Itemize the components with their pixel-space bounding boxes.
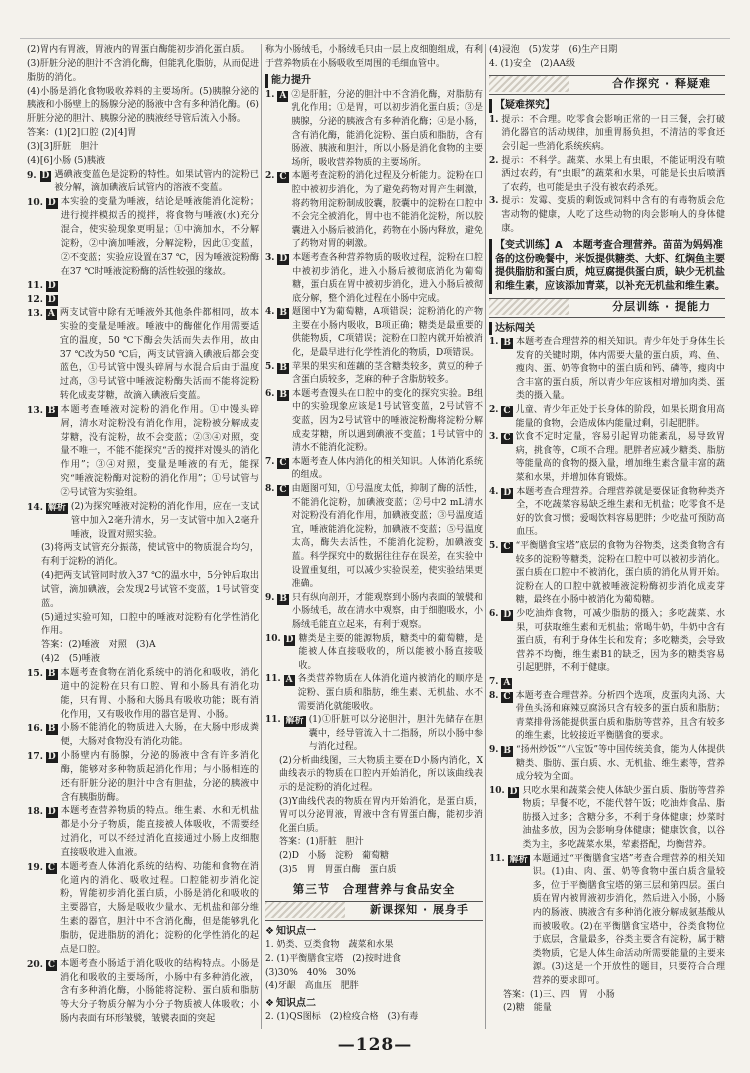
paragraph: 2. (1)QS图标 (2)检疫合格 (3)有毒 [265, 1012, 419, 1023]
item-number: 7. [265, 456, 275, 467]
paragraph: 1. 奶类、豆类食物 蔬菜和水果 [265, 940, 394, 951]
answer-letter: C [503, 406, 511, 417]
paragraph: (4)小肠是消化食物吸收养料的主要场所。(5)胰腺分泌的胰液和小肠壁上的肠腺分泌的肠液中含有多种消化酶。(6)肝脏分泌的胆汁、胰腺分泌的胰液经导管后流入小肠。 [27, 86, 259, 125]
answer-letter: C [503, 691, 511, 702]
answer-letter: B [279, 362, 288, 373]
answer-letter: 解析 [285, 716, 304, 727]
answer-item [489, 744, 725, 785]
answer-letter: C [47, 862, 56, 873]
answer-item [265, 592, 483, 633]
answer-letter: C [279, 172, 287, 183]
item-explanation: 本题考查唾液对淀粉的消化作用。①中馒头碎屑，清水对淀粉没有消化作用，淀粉被分解成麦芽糖，没有淀粉，故不会变蓝；②③④对照，变量不唯一，不能不能探究“舌的搅拌对馒头的消化作用”；③④对照，变量是唾液的有无，能探究“唾液淀粉酶对淀粉的消化作用”；①号试管与②号试管为实验组。 [60, 404, 259, 498]
answer-letter: D [503, 487, 512, 498]
answer-item [27, 805, 259, 860]
column-left [27, 44, 259, 1027]
answer-item [489, 486, 725, 540]
answer-letter: B [47, 668, 56, 679]
paragraph: 答案：(1)[2]口腔 (2)[4]胃 [27, 128, 137, 139]
item-number: 11. [489, 853, 505, 864]
section-band [489, 75, 725, 95]
answer-item [27, 307, 259, 404]
answer-item [489, 336, 725, 404]
answer-item [27, 861, 259, 958]
item-explanation: 本题考查合理营养。分析四个选项，皮蛋肉丸汤、大骨鱼头汤和麻辣豆腐汤只含有较多的蛋白质和脂肪；青菜排骨汤能提供蛋白质和脂肪等营养，且含有较多的维生素，比较接近平衡膳食的要求。 [515, 690, 725, 742]
answer-letter: B [47, 724, 56, 735]
item-number: 3. [489, 432, 499, 443]
item-explanation: 糖类是主要的能源物质，糖类中的葡萄糖，是能被人体直接吸收的，所以能被小肠直接吸收。 [298, 633, 483, 671]
paragraph: (3)5 胃 胃蛋白酶 蛋白质 [279, 864, 397, 875]
item-number: 18. [27, 806, 43, 818]
band-title: 新课探知 · 展身手 [370, 902, 469, 916]
answer-letter: B [503, 338, 512, 349]
answer-letter: B [279, 593, 288, 604]
answer-letter: D [41, 170, 50, 181]
section-title: 第三节 合理营养与食品安全 [292, 882, 456, 897]
band-hatch [489, 299, 569, 315]
diamond-icon: ❖ [265, 925, 274, 937]
answer-item [489, 114, 725, 155]
item-number: 9. [27, 169, 37, 181]
item-explanation: 本题考查人体内消化的相关知识。人体消化系统的组成。 [291, 456, 483, 481]
answer-item [27, 293, 259, 307]
answer-item [27, 196, 259, 279]
answer-item [489, 690, 725, 744]
item-explanation: ②是肝脏，分泌的胆汁中不含消化酶，对脂肪有乳化作用；①是胃，可以初步消化蛋白质；③是胰腺，分泌的胰液含有多种消化酶；④是小肠，含有消化酶，能消化淀粉、蛋白质和脂肪，含有肠液、胰液和胆汁，所以小肠是消化食物的主要场所，吸收营养物质的主要场所。 [291, 89, 483, 168]
item-number: 11. [265, 715, 281, 726]
item-number: 7. [489, 676, 499, 687]
item-number: 10. [265, 633, 281, 644]
item-number: 2. [489, 155, 499, 166]
item-explanation: 少吃油炸食物，可减少脂肪的摄入；多吃蔬菜、水果，可获取维生素和无机盐；常喝牛奶，牛奶中含有蛋白质，有利于身体生长和发育；多吃糖类，会导致营养不均衡，维生素B1的缺乏，因为多的糖类容易引起肥胖，不利于健康。 [516, 608, 725, 674]
answer-item [265, 89, 483, 171]
answer-letter: D [279, 253, 288, 264]
answer-item [265, 361, 483, 388]
answer-letter: B [503, 745, 512, 756]
paragraph: 4. (1)安全 (2)AA级 [489, 58, 575, 69]
answer-letter: D [509, 786, 518, 797]
answer-letter: A [503, 677, 511, 688]
column-divider-left [261, 44, 262, 1029]
item-explanation: 儿童、青少年正处于长身体的阶段，如果长期食用高能量的食物，会造成体内能量过剩，引起肥胖。 [515, 405, 725, 429]
answer-item [265, 673, 483, 714]
item-number: 2. [489, 405, 499, 416]
subsection-tag: 【变式训练】A 本题考查合理营养。苗苗为妈妈准备的这份晚餐中，米饭提供糖类、大虾、红焖鱼主要提供脂肪和蛋白质，炖豆腐提供蛋白质，缺少无机盐和维生素，应该添加青菜，以补充无机盐和维生素。 [489, 239, 725, 293]
item-number: 4. [265, 307, 275, 318]
item-explanation: 两支试管中除有无唾液外其他条件都相同，故本实验的变量是唾液。唾液中的酶催化作用需要适宜的温度，50 ℃下酶会失活而失去作用，故由37 ℃改为50 ℃后，两支试管滴入碘液后都会变蓝色，①号试管中馒头碎屑与水混合后由于温度过高，③号试管中唾液淀粉酶失活而不能将淀粉转化成麦芽糖，故滴入碘液后变蓝。 [59, 308, 259, 402]
answer-item [27, 958, 259, 1027]
item-explanation: 小肠壁内有肠腺，分泌的肠液中含有许多消化酶，能够对多种物质起消化作用；与小肠相连的还有肝脏分泌的胆汁中含有胆盐，分泌的胰液中含有胰脂肪酶。 [60, 751, 259, 803]
item-number: 17. [27, 751, 43, 763]
answer-letter: C [47, 959, 56, 970]
paragraph: (4)2 (5)唾液 [41, 654, 101, 665]
item-number: 9. [489, 744, 499, 755]
paragraph: (2)D 小肠 淀粉 葡萄糖 [279, 851, 389, 862]
answer-item [265, 306, 483, 360]
item-number: 1. [489, 114, 499, 125]
answer-item [489, 608, 725, 676]
item-explanation: 本实验的变量为唾液，结论是唾液能消化淀粉；进行搅拌模拟舌的搅拌，将食物与唾液(水)充分混合，使实验现象更明显；①中滴加水，不分解淀粉，②中滴加唾液，分解淀粉，因此①变蓝，②不变蓝；实验应设置在37 ℃，因为唾液淀粉酶在37 ℃时唾液淀粉酶的活性较强的缘故。 [60, 197, 259, 277]
item-explanation: 由题图可知，①号温度太低，抑制了酶的活性，不能消化淀粉，加碘液变蓝；②号中2 mL清水对淀粉没有消化作用，加碘液变蓝；③号温度适宜，唾液能消化淀粉，加碘液不变蓝；⑤号温度太高，酶失去活性，不能消化淀粉，加碘液变蓝。科学探究中的数据往往存在误差，在实验中设置重复组，可以减少实验误差，使实验结果更准确。 [291, 484, 483, 590]
item-number: 20. [27, 958, 43, 970]
paragraph: 2. (1)平衡膳食宝塔 (2)按时进食 [265, 954, 401, 964]
answer-item [265, 633, 483, 674]
answer-item [489, 785, 725, 853]
item-explanation: 提示：不科学。蔬菜、水果上有虫眼，不能证明没有喷洒过农药，有“虫眼”的蔬菜和水果，可能是长虫后喷洒了农药，也可能是虫子没有被农药杀死。 [501, 155, 725, 193]
item-number: 9. [265, 592, 275, 603]
item-number: 5. [489, 541, 499, 551]
subsection-tag: 达标闯关 [489, 322, 725, 336]
paragraph: (2)分析曲线图，三大物质主要在D小肠内消化，X曲线表示的物质在口腔内开始消化，所以该曲线表示的是淀粉的消化过程。 [279, 755, 483, 794]
column-right [489, 44, 725, 1016]
paragraph: 答案：(2)唾液 对照 (3)A [41, 640, 156, 651]
paragraph: (4)把两支试管同时放入37 ℃的温水中，5分钟后取出试管，滴加碘液，会发现2号试管不变蓝，1号试管变蓝。 [41, 571, 259, 609]
item-number: 15. [27, 667, 43, 679]
answer-letter: C [503, 433, 511, 444]
answer-item [27, 667, 259, 722]
answer-letter: D [47, 807, 56, 818]
answer-item [265, 170, 483, 252]
band-hatch [489, 76, 569, 92]
knowledge-point-label: 知识点一 [275, 925, 316, 937]
answer-item [265, 252, 483, 306]
item-explanation: 本题考查营养物质的特点。维生素、水和无机盐都是小分子物质，能直接被人体吸收，不需要经过消化，可以不经过消化直接通过小肠上皮细胞直接吸收进入血液。 [60, 806, 259, 858]
item-number: 8. [489, 690, 499, 701]
answer-item [489, 853, 725, 989]
answer-item [27, 279, 259, 293]
paragraph: 称为小肠绒毛，小肠绒毛只由一层上皮细胞组成，有利于营养物质在小肠吸收至周围的毛细血管中。 [265, 45, 483, 69]
item-explanation: (2)为探究唾液对淀粉的消化作用，应在一支试管中加入2毫升清水，另一支试管中加入2毫升唾液，设置对照实验。 [70, 501, 259, 540]
item-explanation: (1)①肝脏可以分泌胆汁，胆汁先储存在胆囊中，经导管流入十二指肠，所以小肠中参与消化过程。 [308, 715, 483, 753]
answer-item [27, 501, 259, 543]
paragraph: (2)胃内有胃液，胃液内的胃蛋白酶能初步消化蛋白质。 [27, 45, 250, 55]
knowledge-point-label: 知识点二 [275, 997, 316, 1009]
section-band [265, 901, 483, 921]
answer-item [27, 404, 259, 501]
answer-item [489, 431, 725, 485]
item-explanation: 本题考查人体消化系统的结构、功能和食物在消化道内的消化、吸收过程。口腔能初步消化淀粉，胃能初步消化蛋白质，小肠是消化和吸收的主要器官，大肠是吸收少量水、无机盐和部分维生素的器官，胆汁中不含消化酶，但是能够乳化脂肪，促进脂肪的消化；淀粉的化学性消化的起点是口腔。 [60, 861, 259, 955]
answer-letter: B [279, 389, 288, 400]
answer-letter: C [279, 485, 287, 495]
item-number: 10. [27, 197, 43, 209]
band-title: 分层训练 · 提能力 [612, 299, 711, 313]
answer-item [27, 722, 259, 750]
paragraph: (4)牙龈 高血压 肥胖 [265, 981, 359, 992]
paragraph: 答案：(1)肝脏 胆汁 [279, 837, 364, 848]
item-number: 12. [27, 294, 43, 306]
answer-item [489, 195, 725, 236]
paragraph: (4)浸泡 (5)发芽 (6)生产日期 [489, 45, 618, 55]
diamond-icon: ❖ [265, 997, 274, 1009]
answer-item [265, 456, 483, 483]
item-explanation: 各类营养物质在人体消化道内被消化的顺序是淀粉、蛋白质和脂肪，维生素、无机盐、水不需要消化就能吸收。 [297, 674, 483, 712]
section-band [489, 298, 725, 318]
answer-item [27, 750, 259, 805]
item-explanation: 小肠不能消化的物质进入大肠，在大肠中形成粪便，大肠对食物没有消化功能。 [60, 723, 259, 748]
item-explanation: 苹果的果实和莲藕的茎含糖类较多，黄豆的种子含蛋白质较多，芝麻的种子含脂肪较多。 [292, 361, 483, 386]
item-number: 19. [27, 861, 43, 873]
item-explanation: 只有纵向剖开，才能观察到小肠内表面的皱襞和小肠绒毛，故在清水中观察，由于细胞吸水，小肠绒毛能直立起来，有利于观察。 [292, 592, 483, 630]
answer-letter: 解析 [47, 502, 66, 513]
band-hatch [265, 902, 345, 918]
item-explanation: 本题考查合理营养。合理营养就是要保证食物种类齐全，不吃蔬菜容易缺乏维生素和无机盐；吃零食不是好的饮食习惯；爱喝饮料容易肥胖；少吃盐可预防高血压。 [516, 486, 725, 538]
item-number: 11. [27, 280, 43, 292]
item-number: 3. [489, 196, 499, 207]
answer-letter: B [47, 405, 56, 416]
answer-letter: A [47, 309, 55, 320]
paragraph: (5)通过实验可知，口腔中的唾液对淀粉有化学性消化作用。 [41, 612, 259, 637]
item-explanation: 只吃水果和蔬菜会使人体缺少蛋白质、脂肪等营养物质；早餐不吃，不能代替午饭；吃油炸食品、脂肪摄入过多；含糖分多，不利于身体健康；炒菜时油盐多放，因为会影响身体健康；健康饮食，以谷类为主，多吃蔬菜水果，荤素搭配，均衡营养。 [522, 785, 725, 851]
answer-item [265, 714, 483, 755]
subsection-tag: 【疑难探究】 [489, 99, 725, 113]
answer-item [489, 155, 725, 196]
answer-letter: D [47, 295, 56, 306]
subsection-tag: 能力提升 [265, 74, 483, 88]
answer-item [489, 676, 725, 690]
top-rule [20, 38, 730, 39]
item-explanation: 本题考查食物在消化系统中的消化和吸收，消化道中的淀粉在只有口腔、胃和小肠具有消化功能，只有胃、小肠和大肠具有吸收功能；既有消化作用，又有吸收作用的器官是胃、小肠。 [60, 667, 259, 720]
column-middle [265, 44, 483, 1025]
answer-letter: D [285, 634, 294, 645]
item-explanation: “扬州炒饭”“八宝饭”等中国传统美食，能为人体提供糖类、脂肪、蛋白质、水、无机盐、维生素等，营养成分较为全面。 [516, 744, 725, 783]
answer-letter: D [47, 752, 56, 763]
item-explanation: 本题通过“平衡膳食宝塔”考查合理营养的相关知识。(1)由、肉、蛋、奶等食物中蛋白质含量较多，位于平衡膳食宝塔的第三层和第四层。蛋白质在胃内被胃液初步消化，然后进入小肠，小肠内的肠液、胰液含有多种消化液分解成氨基酸从而被吸收。(2)在平衡膳食宝塔中，谷类食物位于底层，含量最多，谷类主要含有淀粉，属于糖类物质，它是人体生命活动所需要能量的主要来源。(3)这是一个开放性的题目，只要符合合理营养的要求即可。 [532, 853, 725, 986]
item-explanation: 本题考查合理营养的相关知识。青少年处于身体生长发育的关键时期，体内需要大量的蛋白质，鸡、鱼、瘦肉、蛋、奶等食物中的蛋白质和钙、磷等，瘦肉中含丰富的蛋白质，所以青少年应该相对增加肉类、蛋类的摄入量。 [516, 337, 725, 402]
item-explanation: 本题考查馒头在口腔中的变化的探究实验。B组中的实验现象应该是1号试管变蓝，2号试管不变蓝，因为2号试管中的唾液淀粉酶将淀粉分解成麦芽糖，所以遇到碘液不变蓝；1号试管中的清水不能消化淀粉。 [292, 388, 483, 454]
answer-letter: D [503, 609, 512, 620]
column-divider-right [485, 44, 486, 1029]
item-number: 1. [265, 89, 275, 100]
answer-item [489, 404, 725, 431]
item-explanation: 本题考查小肠适于消化吸收的结构特点。小肠是消化和吸收的主要场所，小肠中有多种消化液，含有多种消化酶，小肠能将淀粉、蛋白质和脂肪等大分子物质分解为小分子物质被人体吸收；小肠内表面有环形皱襞，皱襞表面的突起 [60, 958, 259, 1025]
answer-letter: D [47, 281, 56, 292]
page-number: —128— [337, 1035, 413, 1055]
paragraph: (3)30% 40% 30% [265, 967, 356, 978]
item-number: 13. [27, 308, 43, 320]
item-number: 3. [265, 252, 275, 263]
item-number: 6. [489, 608, 499, 619]
answer-letter: A [285, 675, 293, 686]
answer-letter: C [279, 457, 287, 468]
item-number: 11. [265, 674, 281, 685]
item-explanation: 本题考查各种营养物质的吸收过程，淀粉在口腔中被初步消化，进入小肠后被彻底消化为葡萄糖，蛋白质在胃中被初步消化，进入小肠后被彻底分解，整个消化过程在小肠中完成。 [292, 252, 483, 304]
knowledge-point-heading [265, 925, 483, 939]
item-number: 6. [265, 388, 275, 399]
item-explanation: 提示：发霉、变质的剩饭或饲料中含有的有毒物质会危害动物的健康，人吃了这些动物的肉会影响人的身体健康。 [501, 196, 725, 234]
item-number: 1. [489, 337, 499, 348]
item-number: 13. [27, 404, 43, 416]
answer-letter: B [279, 308, 288, 319]
item-number: 14. [27, 501, 43, 513]
answer-letter: C [503, 542, 511, 552]
item-number: 2. [265, 171, 275, 182]
answer-item [489, 540, 725, 608]
answer-item [265, 388, 483, 456]
item-explanation: 饮食不定时定量，容易引起胃功能紊乱，易导致胃病，挑食等，C项不合理。肥胖者应减少糖类、脂肪等能量高的食物的摄入量，增加维生素含量丰富的蔬菜和水果，并增加体育锻炼。 [515, 432, 725, 484]
band-title: 合作探究 · 释疑难 [612, 77, 711, 91]
answer-item [265, 483, 483, 592]
item-explanation: 题图中Y为葡萄糖，A项错误；淀粉消化的产物主要在小肠内吸收，B项正确；糖类是最重要的供能物质，C项错误；淀粉在口腔内就开始被消化，是最早进行化学性消化的物质，D项错误。 [292, 307, 483, 359]
answer-item [27, 169, 259, 197]
knowledge-point-heading [265, 997, 483, 1011]
paragraph: (3)将两支试管充分振荡，使试管中的物质混合均匀，有利于淀粉的消化。 [41, 543, 259, 568]
answer-letter: D [47, 198, 56, 209]
item-explanation: 提示：不合理。吃零食会影响正常的一日三餐，会打破消化器官的活动规律，加重胃肠负担，不清洁的零食还会引起一些消化系统疾病。 [501, 114, 725, 152]
paragraph: (4)[6]小肠 (5)胰液 [27, 155, 106, 166]
item-number: 8. [265, 484, 275, 494]
item-number: 5. [265, 361, 275, 372]
paragraph: (2)糖 能量 [503, 1003, 552, 1014]
paragraph: 答案：(1)三、四 胃 小肠 [503, 989, 615, 1000]
item-explanation: “平衡膳食宝塔”底层的食物为谷物类，这类食物含有较多的淀粉等糖类，淀粉在口腔中可以被初步消化。蛋白质在口腔中不被消化，蛋白质的消化从胃开始。淀粉在人的口腔中就被唾液淀粉酶初步消化成麦芽糖，最终在小肠中被消化为葡萄糖。 [515, 541, 725, 606]
item-explanation: 本题考查淀粉的消化过程及分析能力。淀粉在口腔中被初步消化，为了避免药物对胃产生刺激，将药物用淀粉制成胶囊，胶囊中的淀粉在口腔中不会完全被消化，胃中也不能消化淀粉，所以胶囊进入小肠后被消化，药物在小肠内释放，避免了药物对胃的刺激。 [291, 171, 483, 250]
item-number: 4. [489, 486, 499, 497]
item-number: 10. [489, 785, 505, 796]
answer-letter: 解析 [509, 854, 528, 865]
item-explanation: 遇碘液变蓝色是淀粉的特性。如果试管内的淀粉已被分解，滴加碘液后试管内的溶液不变蓝。 [54, 169, 259, 194]
paragraph: (3)[3]肝脏 胆汁 [27, 141, 99, 152]
paragraph: (3)Y曲线代表的物质在胃内开始消化，是蛋白质，胃可以分泌胃液，胃液中含有胃蛋白酶，能初步消化蛋白质。 [279, 796, 483, 834]
paragraph: (3)肝脏分泌的胆汁不含消化酶，但能乳化脂肪，从而促进脂肪的消化。 [27, 58, 259, 83]
answer-letter: A [279, 90, 287, 101]
item-number: 16. [27, 723, 43, 735]
